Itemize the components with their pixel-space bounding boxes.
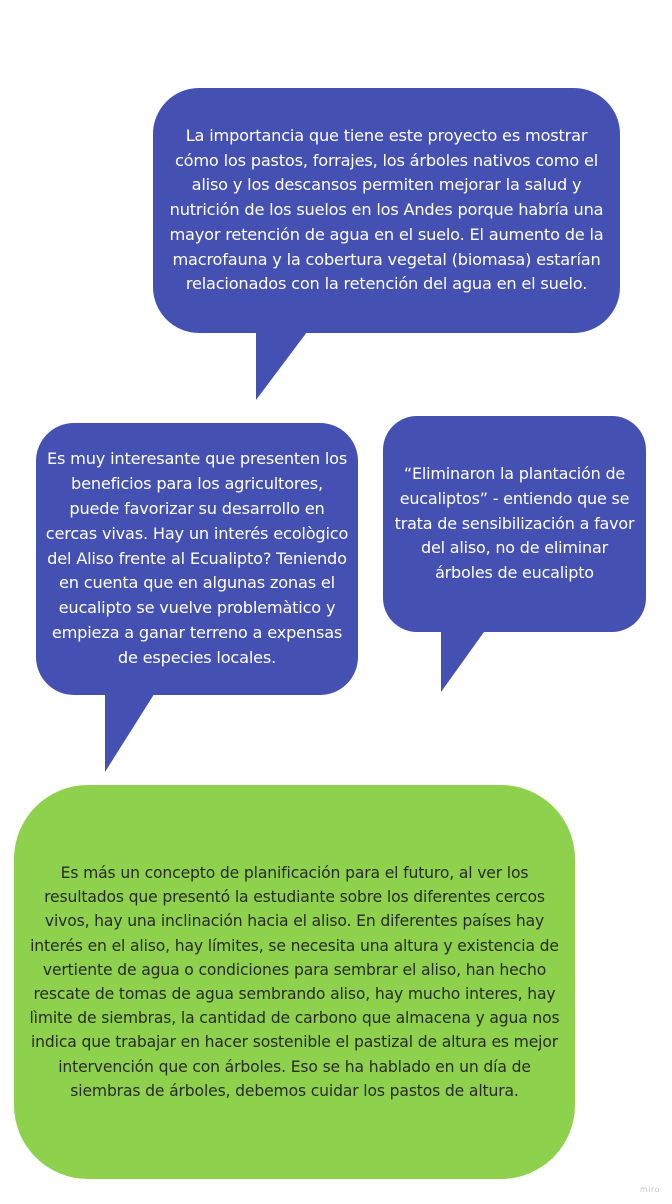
note-planificacion[interactable] xyxy=(14,785,575,1179)
miro-watermark: miro xyxy=(639,1185,660,1194)
comment-text: La importancia que tiene este proyecto es mostrar cómo los pastos, forrajes, los árboles nativos como el aliso y los descansos permiten mejorar la salud y nutrición de los suelos en los Andes porque habría una mayor retención de agua en el suelo. El aumento de la macrofauna y la cobertura vegetal (biomasa) estarían relacionados con la retención del agua en el suelo. xyxy=(169,125,604,294)
note-text: Es más un concepto de planificación para el futuro, al ver los resultados que presentó la estudiante sobre los diferentes cercos vivos, hay una inclinación hacia el aliso. En diferentes países hay interés en el aliso, hay límites, se necesita una altura y existencia de vertiente de agua o condiciones para sembrar el aliso, han hecho rescate de tomas de agua sembrando aliso, hay mucho interes, hay lìmite de siembras, la cantidad de carbono que almacena y agua nos indica que trabajar en hacer sostenible el pastizal de altura es mejor intervención que con árboles. Eso se ha hablado en un día de siembras de árboles, debemos cuidar los pastos de altura. xyxy=(29,863,560,1100)
comment-bubble-beneficios[interactable] xyxy=(36,423,358,695)
comment-text: “Eliminaron la plantación de eucaliptos” - entiendo que se trata de sensibilización a favor del aliso, no de eliminar árboles de eucalipto xyxy=(394,464,635,583)
comment-bubble-eucaliptos[interactable] xyxy=(383,416,646,632)
comment-text: Es muy interesante que presenten los beneficios para los agricultores, puede favorizar su desarrollo en cercas vivas. Hay un interés ecològico del Aliso frente al Ecualipto? Teniendo en cuenta que en algunas zonas el eucalipto se vuelve problemàtico y empieza a ganar terreno a expensas de especies locales. xyxy=(45,449,349,667)
comment-bubble-importancia[interactable] xyxy=(153,88,620,333)
